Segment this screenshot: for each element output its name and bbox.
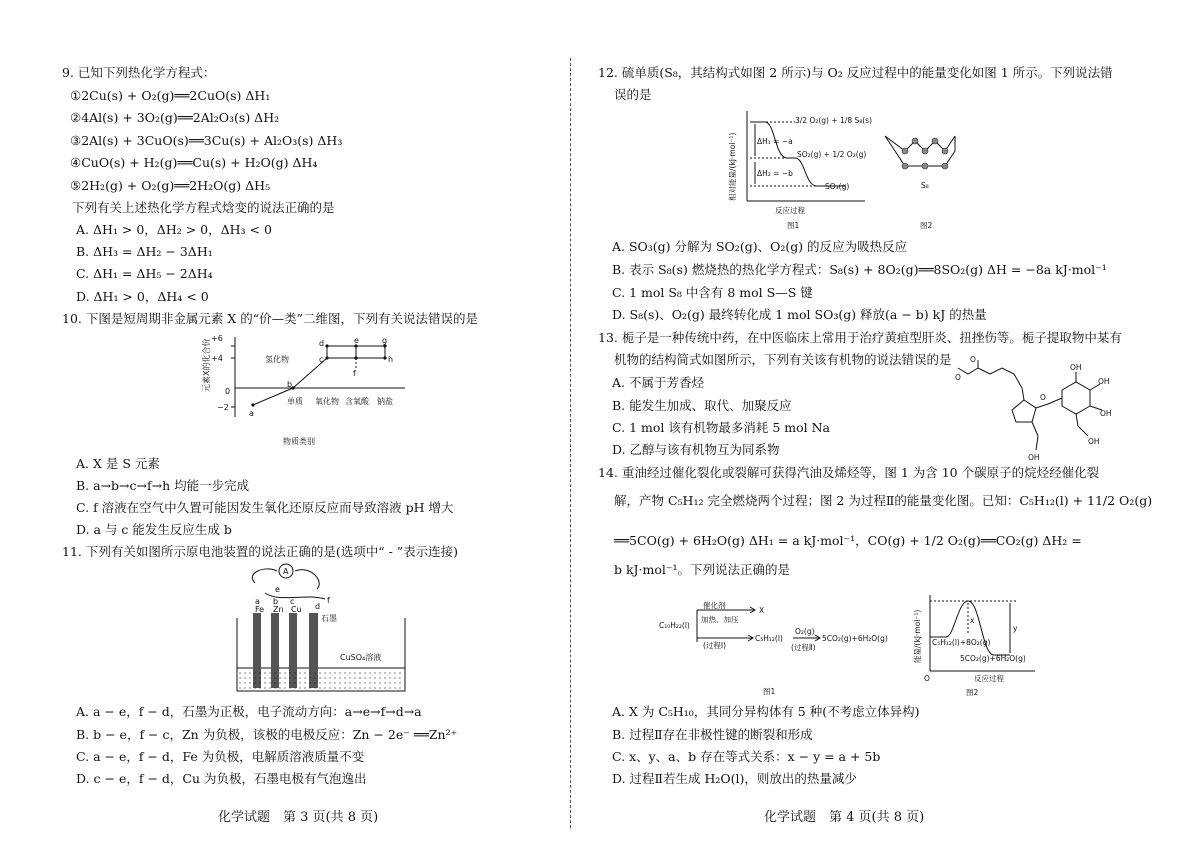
- f2-y-mark: y: [1013, 624, 1018, 633]
- q14-line4: b kJ·mol⁻¹。下列说法正确的是: [614, 562, 791, 577]
- q9-option-c: C. ΔH₁ = ΔH₅ − 2ΔH₄: [76, 266, 213, 281]
- q12-option-a: A. SO₃(g) 分解为 SO₂(g)、O₂(g) 的反应为吸热反应: [612, 239, 908, 254]
- q11-option-a: A. a − e，f − d，石墨为正极，电子流动方向：a→e→f→d→a: [76, 704, 422, 719]
- label-c: c: [319, 355, 324, 364]
- oh-1: OH: [1070, 363, 1082, 372]
- hydride-label-text: 氢化物: [265, 355, 289, 364]
- hydride-label: [265, 354, 289, 364]
- q14-line1: 14. 重油经过催化裂化或裂解可获得汽油及烯烃等，图 1 为含 10 个碳原子的烷烃经催化裂: [598, 465, 1100, 480]
- q12-option-d: D. S₈(s)、O₂(g) 最终转化成 1 mol SO₃(g) 释放(a − b) kJ 的热量: [612, 307, 987, 322]
- q9-eq4: ④CuO(s) + H₂(g)══Cu(s) + H₂O(g) ΔH₄: [70, 155, 318, 170]
- f2-y-label: 能量/(kJ·mol⁻¹): [913, 609, 922, 663]
- point-d: [325, 344, 328, 347]
- q13-option-d: D. 乙醇与该有机物互为同系物: [612, 442, 780, 457]
- graphite-label: 石墨: [321, 614, 337, 623]
- fig1-y-label: 相对能量/(kJ·mol⁻¹): [728, 132, 737, 201]
- q12-option-c: C. 1 mol S₈ 中含有 8 mol S—S 键: [612, 285, 813, 300]
- f1-product-x: X: [759, 606, 765, 615]
- delta-h1-label: ΔH₁ = −a: [757, 137, 793, 146]
- q9-eq5: ⑤2H₂(g) + O₂(g)══2H₂O(g) ΔH₅: [70, 178, 271, 193]
- carbonyl-o: O: [970, 355, 976, 364]
- q10-option-b: B. a→b→c→f→h 均能一步完成: [76, 478, 250, 493]
- f1-c5h12: C₅H₁₂(l): [755, 634, 783, 643]
- q13-stem-line1: 13. 栀子是一种传统中药，在中医临床上常用于治疗黄疸型肝炎、扭挫伤等。栀子提取物中某有: [598, 330, 1122, 345]
- label-b: b: [287, 380, 293, 389]
- label-d: d: [319, 339, 325, 348]
- ammeter-label: A: [283, 567, 289, 576]
- delta-h2-label: ΔH₂ = −b: [757, 169, 793, 178]
- terminal-d: d: [315, 602, 321, 611]
- tick-plus6: +6: [211, 334, 223, 343]
- label-g: g: [382, 336, 388, 345]
- q9-eq3: ③2Al(s) + 3CuO(s)══3Cu(s) + Al₂O₃(s) ΔH₃: [70, 133, 343, 148]
- q13-option-b: B. 能发生加成、取代、加聚反应: [612, 398, 792, 413]
- metal-fe: Fe: [255, 605, 265, 614]
- level-so2: SO₂(g) + 1/2 O₂(g): [797, 150, 867, 159]
- q9-eq1: ①2Cu(s) + O₂(g)══2CuO(s) ΔH₁: [70, 88, 271, 103]
- q13-option-c: C. 1 mol 该有机物最多消耗 5 mol Na: [612, 420, 830, 435]
- q12-option-b: B. 表示 S₈(s) 燃烧热的热化学方程式：S₈(s) + 8O₂(g)══8SO₂(g) ΔH = −8a kJ·mol⁻¹: [612, 262, 1107, 277]
- f1-step1: (过程Ⅰ): [703, 641, 727, 650]
- tick-zero: 0: [225, 387, 231, 396]
- f1-caption: 图1: [763, 687, 776, 696]
- terminal-b: b: [273, 597, 279, 606]
- footer-page-3: 化学试题 第 3 页(共 8 页): [218, 810, 379, 825]
- fig1-caption: 图1: [787, 221, 800, 230]
- s8-label: S₈: [921, 181, 929, 190]
- cu-electrode: [289, 613, 297, 688]
- graphite-electrode: [309, 613, 318, 688]
- q12-stem-line2: 误的是: [614, 87, 652, 102]
- metal-cu: Cu: [291, 605, 302, 614]
- f2-x-mark: x: [970, 616, 975, 625]
- tick-plus4: +4: [211, 354, 223, 363]
- fe-electrode: [253, 613, 261, 688]
- fig2-caption: 图2: [920, 221, 933, 230]
- oh-2: OH: [1098, 377, 1110, 386]
- wire-f: f: [327, 596, 330, 605]
- q10-option-c: C. f 溶液在空气中久置可能因发生氧化还原反应而导致溶液 pH 增大: [76, 500, 454, 515]
- q9-option-d: D. ΔH₁ > 0，ΔH₄ < 0: [76, 289, 209, 304]
- q13-stem-line2: 机物的结构简式如图所示，下列有关该有机物的说法错误的是: [614, 352, 952, 367]
- label-h: h: [388, 355, 394, 364]
- point-a: [251, 403, 254, 406]
- point-c: [325, 356, 328, 359]
- q9-option-a: A. ΔH₁ > 0，ΔH₂ > 0，ΔH₃ < 0: [76, 222, 272, 237]
- column-divider: [570, 58, 571, 828]
- terminal-c: c: [290, 597, 295, 606]
- q10-valence-diagram: [202, 332, 415, 457]
- q11-option-b: B. b − e，f − c，Zn 为负极，该极的电极反应：Zn − 2e⁻ ══Zn²⁺: [76, 727, 458, 742]
- q14-option-b: B. 过程Ⅱ存在非极性键的断裂和形成: [612, 727, 813, 742]
- q11-stem: 11. 下列有关如图所示原电池装置的说法正确的是(选项中“ - ”表示连接): [62, 544, 459, 559]
- level-so3: SO₃(g): [825, 182, 850, 191]
- q14-option-a: A. X 为 C₅H₁₀，其同分异构体有 5 种(不考虑立体异构): [612, 704, 920, 719]
- fig1-x-label: 反应过程: [775, 206, 805, 215]
- cat-sodium-salt: 钠盐: [377, 397, 393, 406]
- q9-option-b: B. ΔH₃ = ΔH₂ − 3ΔH₁: [76, 244, 213, 259]
- label-a: a: [249, 409, 254, 418]
- q11-galvanic-cell-diagram: [225, 563, 415, 701]
- cat-oxide: 氧化物: [315, 397, 339, 406]
- label-f: f: [353, 369, 356, 378]
- f2-caption: 图2: [966, 688, 979, 697]
- tick-minus2: −2: [217, 403, 229, 412]
- oh-3: OH: [1100, 409, 1112, 418]
- q11-option-d: D. c − e，f − d，Cu 为负极，石墨电极有气泡逸出: [76, 771, 367, 786]
- solution-label: CuSO₄溶液: [340, 653, 382, 662]
- level-reactants: 3/2 O₂(g) + 1/8 S₈(s): [795, 116, 873, 125]
- q11-option-c: C. a − e，f − d，Fe 为负极，电解质溶液质量不变: [76, 749, 365, 764]
- wire-e: e: [275, 585, 280, 594]
- f2-origin: O: [924, 674, 930, 683]
- f1-step2: (过程Ⅱ): [791, 643, 816, 652]
- f1-o2: O₂(g): [795, 627, 815, 636]
- q14-line2: 解，产物 C₅H₁₂ 完全燃烧两个过程；图 2 为过程Ⅱ的能量变化图。已知：C₅H₁₂(l) + 11/2 O₂(g): [614, 493, 1153, 508]
- point-h: [383, 356, 386, 359]
- zn-electrode: [271, 613, 279, 688]
- q13-structure-diagram: [950, 355, 1140, 466]
- cat-element: 单质: [287, 397, 303, 406]
- q14-option-c: C. x、y、a、b 存在等式关系：x − y = a + 5b: [612, 749, 881, 764]
- f1-products: 5CO₂(g)+6H₂O(g): [822, 634, 888, 643]
- ester-o: O: [955, 373, 961, 382]
- q14-fig1-process: [655, 598, 905, 698]
- q12-stem-line1: 12. 硫单质(S₈，其结构式如图 2 所示)与 O₂ 反应过程中的能量变化如图 1 所示。下列说法错: [598, 65, 1113, 80]
- q9-ask: 下列有关上述热化学方程式焓变的说法正确的是: [72, 200, 335, 215]
- q10-stem: 10. 下图是短周期非金属元素 X 的“价—类”二维图，下列有关说法错误的是: [62, 311, 478, 326]
- q10-option-a: A. X 是 S 元素: [76, 456, 160, 471]
- q9-eq2: ②4Al(s) + 3O₂(g)══2Al₂O₃(s) ΔH₂: [70, 110, 280, 125]
- f1-reactant: C₁₀H₂₂(l): [659, 621, 690, 630]
- f1-condition: 加热、加压: [701, 615, 739, 624]
- ether-o: O: [1040, 393, 1046, 402]
- label-e: e: [354, 336, 359, 345]
- point-f: [354, 356, 357, 359]
- cat-oxyacid: 含氧酸: [345, 397, 369, 406]
- f2-products: 5CO₂(g)+6H₂O(g): [960, 654, 1026, 663]
- f1-catalyst: 催化剂: [703, 601, 726, 610]
- q12-energy-diagram: [725, 106, 965, 234]
- q9-stem: 9. 已知下列热化学方程式：: [62, 65, 216, 80]
- q14-fig2-energy: [910, 593, 1040, 701]
- footer-page-4: 化学试题 第 4 页(共 8 页): [764, 810, 925, 825]
- f2-reactants: C₅H₁₂(l)+8O₂(g): [932, 638, 991, 647]
- q13-option-a: A. 不属于芳香烃: [612, 375, 704, 390]
- oh-4: OH: [1088, 437, 1100, 446]
- q14-line3: ══5CO(g) + 6H₂O(g) ΔH₁ = a kJ·mol⁻¹，CO(g) + 1/2 O₂(g)══CO₂(g) ΔH₂ =: [614, 533, 1082, 548]
- terminal-a: a: [255, 597, 260, 606]
- q14-option-d: D. 过程Ⅱ若生成 H₂O(l)，则放出的热量减少: [612, 771, 857, 786]
- metal-zn: Zn: [273, 605, 284, 614]
- oh-5: OH: [1028, 453, 1040, 462]
- x-axis-label: 物质类别: [283, 437, 315, 446]
- f2-x-label: 反应过程: [974, 674, 1004, 683]
- y-axis-label: 元素X的化合价: [202, 338, 211, 392]
- q10-option-d: D. a 与 c 能发生反应生成 b: [76, 522, 232, 537]
